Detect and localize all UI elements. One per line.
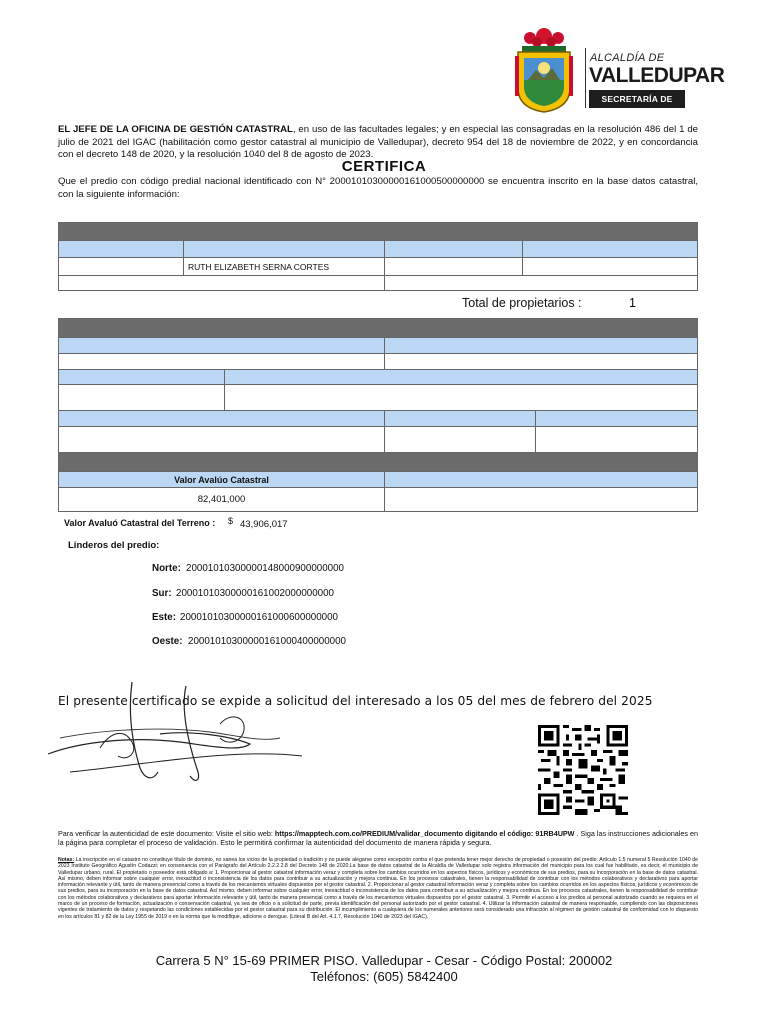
owners-col-header: [59, 241, 184, 258]
certifica-title: CERTIFICA: [341, 158, 427, 175]
property-col-header: [385, 411, 536, 427]
owners-col-header: [385, 241, 523, 258]
table-cell: [385, 258, 523, 276]
verify-pre: Para verificar la autenticidad de este documento: Visite el sitio web:: [58, 829, 275, 838]
property-col-header: [59, 338, 385, 354]
footer-phone: Teléfonos: (605) 5842400: [310, 969, 458, 984]
verification-text: [58, 829, 698, 848]
qr-code-icon: [538, 724, 628, 816]
terreno-currency: $: [228, 516, 234, 526]
intro-paragraph: [58, 124, 698, 162]
property-col-header: [385, 338, 698, 354]
owners-col-header: [184, 241, 385, 258]
certifica-text: Que el predio con código predial nacional identificado con N° 20001010300000161000500000000 se encuentra inscrito en la base datos catastral, con la siguiente información:: [58, 176, 698, 200]
valuation-value: 82,401,000: [59, 488, 385, 512]
lindero-value: 20001010300000161000400000000: [188, 636, 347, 647]
lindero-value: 20001010300000161000600000000: [180, 612, 339, 623]
lindero-value: 20001010300000161002000000000: [176, 588, 335, 599]
valuation-header: Valor Avalúo Catastral: [59, 472, 385, 488]
owner-name: RUTH ELIZABETH SERNA CORTES: [184, 258, 385, 276]
property-col-header: [59, 411, 385, 427]
notes-body: La inscripción en el catastro no constituye título de dominio, no sanea los vicios de la propiedad o tradición y no puede alegarse como excepción contra el que pretenda tener mejor derecho de propiedad o posesión del predio. Artículo 1.5 numeral 5 Resolución 1040 de 2023 Instituto Geográfico Agustín Codazzi; en consonancia con el Parágrafo del Artículo 2.2.2.2.8 del Decreto 148 de 2020.La base de datos catastral de la Alcaldía de Valledupar solo registra información del municipio para los cual fue habilitado, es decir, el municipio de Valledupar urbano, rural. El propietario o poseedor está obligado a: 1. Proporcionar al gestor catastral información veraz y completa sobre los cambios ocurridos en los aspectos físicos, jurídicos y económicos de sus predios, para su incorporación en la base de datos catastral. Así mismo, deben informar sobre cualquier error, inexactitud o inconsistencia de los datos para contribuir a su actualización y mejora continua. En los procesos catastrales, tienen la responsabilidad de contribuir con los métodos colaborativos y declarativos para aportar información relevante y útil, tanto de manera presencial como a través de los mecanismos virtuales dispuestos por el gestor catastral. 2. Proporcionar al gestor catastral información veraz y completa sobre los cambios ocurridos en los aspectos físicos, jurídicos y económicos de sus predios, para su incorporación en la base de datos catastral. Así mismo, deben informar sobre cualquier error, inexactitud o inconsistencia de los datos para contribuir a su actualización y mejora continua. En los procesos catastrales, tienen la responsabilidad de contribuir con los métodos colaborativos y declarativos para aportar información relevante y útil, tanto de manera presencial como a través de los mecanismos virtuales dispuestos por el gestor catastral. 3. Permitir el acceso a los predios al personal autorizado cuando se requiera en el marco de un proceso de formación, actualización o conservación catastral, ya sea de oficio o a solicitud de parte, previa identificación del personal autorizado por el gestor catastral. 4. Utilizar la información catastral de manera responsable, cumpliendo con las disposiciones vigentes de tratamiento de datos y respetando las condiciones establecidas por el gestor catastral para su distribución. El incumplimiento a cualquiera de los numerales anteriores será considerado una infracción al régimen de gestión catastral de conformidad con lo dispuesto en los artículos 81 y 82 de la Ley 1955 de 2019 o en la norma que la modifique, adicione o derogue. (Literal B del Art. 4.1.7, Resolución 1040 de 2023 del IGAC).: [58, 857, 698, 920]
table-cell: [59, 354, 385, 370]
owners-total-value: 1: [629, 296, 636, 310]
property-table-header: [59, 319, 698, 338]
logo-line2: VALLEDUPAR: [589, 64, 725, 87]
footer-address: Carrera 5 N° 15-69 PRIMER PISO. Valledupar - Cesar - Código Postal: 200002: [155, 953, 613, 968]
property-col-header: [225, 370, 698, 385]
verify-url-link[interactable]: https://mapptech.com.co/PREDIUM/validar_documento digitando el código: 91RB4UPW: [274, 829, 575, 838]
lindero-label: Oeste:: [152, 636, 183, 647]
linderos-label: Linderos del predio:: [68, 540, 160, 551]
table-cell: [385, 427, 536, 453]
signature-graphic: [40, 672, 340, 792]
owners-col-header: [523, 241, 698, 258]
table-cell: [59, 385, 225, 411]
logo-line3: SECRETARÍA DE HACIENDA: [589, 90, 685, 108]
table-cell: [385, 354, 698, 370]
lindero-value: 20001010300000148000900000000: [186, 563, 345, 574]
valuation-table: [58, 452, 698, 512]
property-col-header: [59, 370, 225, 385]
owners-table-header: [59, 223, 698, 241]
table-cell: [385, 488, 698, 512]
logo-line1: ALCALDÍA DE: [590, 52, 665, 64]
notes-text: [58, 857, 698, 920]
expide-statement: El presente certificado se expide a solicitud del interesado a los 05 del mes de febrero del 2025: [58, 694, 653, 708]
terreno-value: 43,906,017: [240, 519, 288, 530]
lindero-label: Sur:: [152, 588, 172, 599]
intro-bold: EL JEFE DE LA OFICINA DE GESTIÓN CATASTRAL: [58, 124, 293, 135]
owners-table: [58, 222, 698, 291]
terreno-label: Valor Avaluó Catastral del Terreno :: [64, 518, 216, 528]
verify-post: . Siga las instrucciones adicionales en la página para completar el proceso de validación. Esto le permitirá confirmar la autenticidad del documento de manera rápida y segura.: [58, 829, 698, 848]
property-table: [58, 318, 698, 453]
lindero-label: Norte:: [152, 563, 181, 574]
alcaldia-logo: [514, 28, 725, 122]
table-cell: [385, 276, 698, 291]
table-cell: [523, 258, 698, 276]
coat-of-arms-icon: [514, 28, 574, 114]
notes-label: Notas:: [58, 857, 75, 863]
table-cell: [536, 427, 698, 453]
table-cell: [59, 258, 184, 276]
table-cell: [59, 276, 385, 291]
table-cell: [225, 385, 698, 411]
property-col-header: [385, 472, 698, 488]
owners-total-label: Total de propietarios :: [462, 296, 582, 310]
lindero-label: Este:: [152, 612, 176, 623]
property-col-header: [536, 411, 698, 427]
logo-divider: [585, 48, 586, 108]
intro-text: , en uso de las facultades legales; y en especial las consagradas en la resolución 486 del 1 de julio de 2021 del IGAC (habilitación como gestor catastral al municipio de Valledupar), decreto 954 del 18 de noviembre de 2022, y en concordancia con el decreto 148 de 2020, y la resolución 1040 del 8 de agosto de 2023.: [58, 124, 698, 160]
valuation-table-header: [59, 453, 698, 472]
table-cell: [59, 427, 385, 453]
